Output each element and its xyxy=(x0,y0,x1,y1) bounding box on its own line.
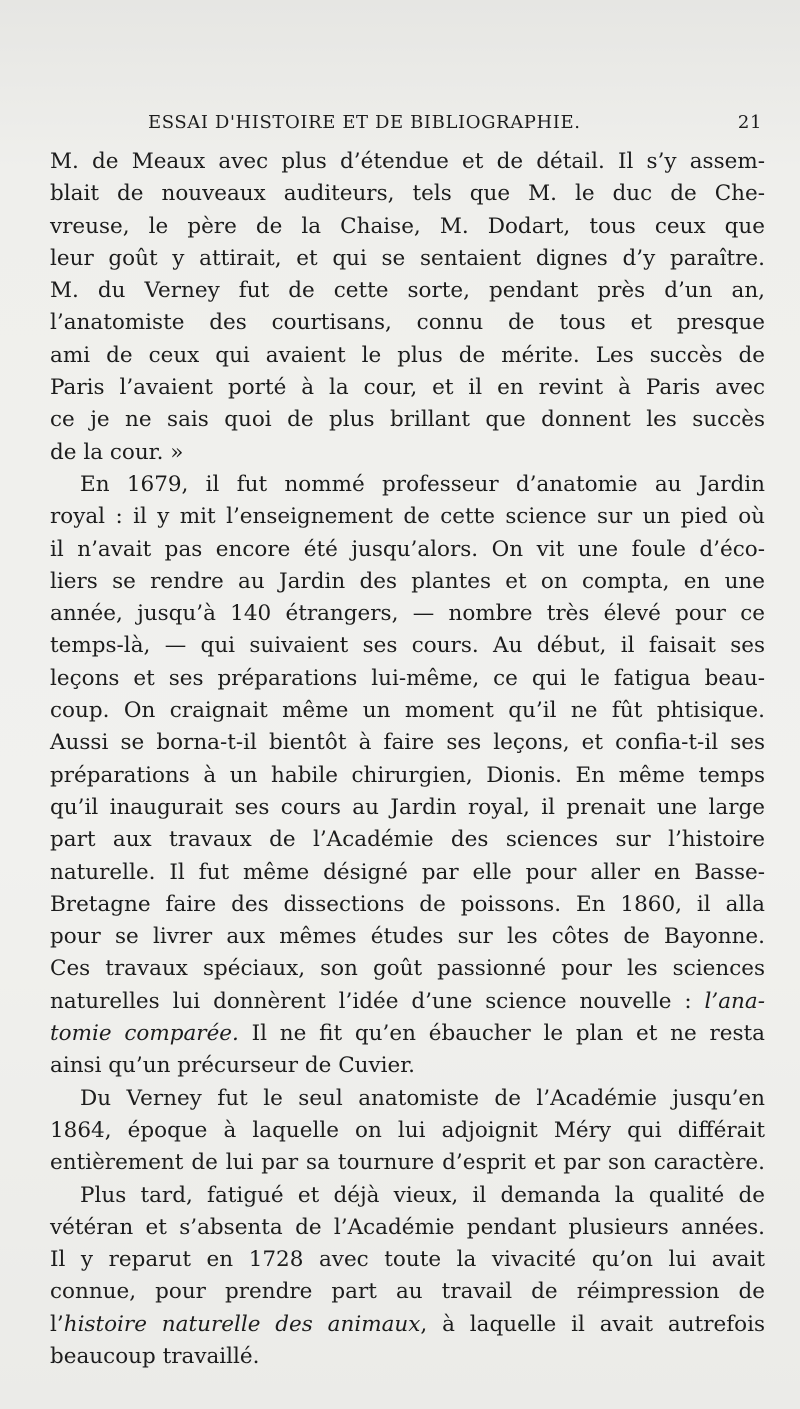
running-head xyxy=(52,112,762,142)
text-line: leçons et ses préparations lui-même, ce qui le fatigua beau- xyxy=(50,665,765,691)
text-line: Du Verney fut le seul anatomiste de l’Académie jusqu’en xyxy=(80,1085,765,1111)
text-line: naturelle. Il fut même désigné par elle pour aller en Basse- xyxy=(50,859,765,885)
text-line: temps-là, — qui suivaient ses cours. Au début, il faisait ses xyxy=(50,633,765,659)
text-line: Plus tard, fatigué et déjà vieux, il demanda la qualité de xyxy=(80,1182,765,1208)
italic-term: l’ana- xyxy=(704,988,765,1014)
text-line: l’anatomiste des courtisans, connu de tous et presque xyxy=(50,310,765,336)
italic-term: tomie comparée. xyxy=(50,1021,239,1047)
text-line: blait de nouveaux auditeurs, tels que M. le duc de Che- xyxy=(50,181,765,207)
text-run: naturelles lui donnèrent l’idée d’une science nouvelle : xyxy=(50,988,705,1014)
text-line: connue, pour prendre part au travail de réimpression de xyxy=(50,1279,765,1305)
text-line: M. de Meaux avec plus d’étendue et de détail. Il s’y assem- xyxy=(50,149,765,174)
text-line: il n’avait pas encore été jusqu’alors. On vit une foule d’éco- xyxy=(50,536,765,562)
text-line: 1864, époque à laquelle on lui adjoignit Méry qui différait xyxy=(50,1117,765,1143)
text-run: Il ne fit qu’en ébaucher le plan et ne resta xyxy=(238,1021,765,1047)
running-head-title: ESSAI D'HISTOIRE ET DE BIBLIOGRAPHIE. xyxy=(148,112,581,133)
text-run: l’ xyxy=(50,1311,64,1337)
text-line: pour se livrer aux mêmes études sur les côtes de Bayonne. xyxy=(50,924,765,950)
text-line: royal : il y mit l’enseignement de cette science sur un pied où xyxy=(50,504,765,530)
text-line: entièrement de lui par sa tournure d’esprit et par son caractère. xyxy=(50,1150,765,1176)
text-line: En 1679, il fut nommé professeur d’anatomie au Jardin xyxy=(80,471,765,497)
text-line: Paris l’avaient porté à la cour, et il en revint à Paris avec xyxy=(50,375,765,401)
page-number: 21 xyxy=(737,112,762,133)
text-line: qu’il inaugurait ses cours au Jardin royal, il prenait une large xyxy=(50,794,765,820)
text-line: de la cour. » xyxy=(50,439,184,465)
text-line: liers se rendre au Jardin des plantes et on compta, en une xyxy=(50,568,765,594)
text-line: M. du Verney fut de cette sorte, pendant près d’un an, xyxy=(50,278,765,304)
text-line: ainsi qu’un précurseur de Cuvier. xyxy=(50,1053,416,1079)
text-line xyxy=(50,986,765,1018)
text-line: vétéran et s’absenta de l’Académie pendant plusieurs années. xyxy=(50,1214,765,1240)
text-line: ce je ne sais quoi de plus brillant que donnent les succès xyxy=(50,407,765,433)
text-line: Bretagne faire des dissections de poissons. En 1860, il alla xyxy=(50,891,765,917)
text-line: Aussi se borna-t-il bientôt à faire ses leçons, et confia-t-il ses xyxy=(50,730,765,756)
text-line: année, jusqu’à 140 étrangers, — nombre très élevé pour ce xyxy=(50,601,765,627)
text-line: part aux travaux de l’Académie des sciences sur l’histoire xyxy=(50,827,765,853)
text-line: préparations à un habile chirurgien, Dionis. En même temps xyxy=(50,762,765,788)
text-line: Ces travaux spéciaux, son goût passionné pour les sciences xyxy=(50,956,765,982)
text-run: , à laquelle il avait autrefois xyxy=(420,1311,766,1337)
text-line: Il y reparut en 1728 avec toute la vivacité qu’on lui avait xyxy=(50,1247,765,1273)
text-line: ami de ceux qui avaient le plus de mérite. Les succès de xyxy=(50,342,765,368)
text-line: beaucoup travaillé. xyxy=(50,1343,260,1369)
body-text xyxy=(50,146,765,1373)
text-line xyxy=(50,1018,765,1050)
text-line xyxy=(50,1309,765,1341)
italic-term: histoire naturelle des animaux xyxy=(63,1311,421,1337)
text-line: coup. On craignait même un moment qu’il ne fût phtisique. xyxy=(50,698,765,724)
text-line: leur goût y attirait, et qui se sentaient dignes d’y paraître. xyxy=(50,245,765,271)
text-line: vreuse, le père de la Chaise, M. Dodart, tous ceux que xyxy=(50,213,765,239)
